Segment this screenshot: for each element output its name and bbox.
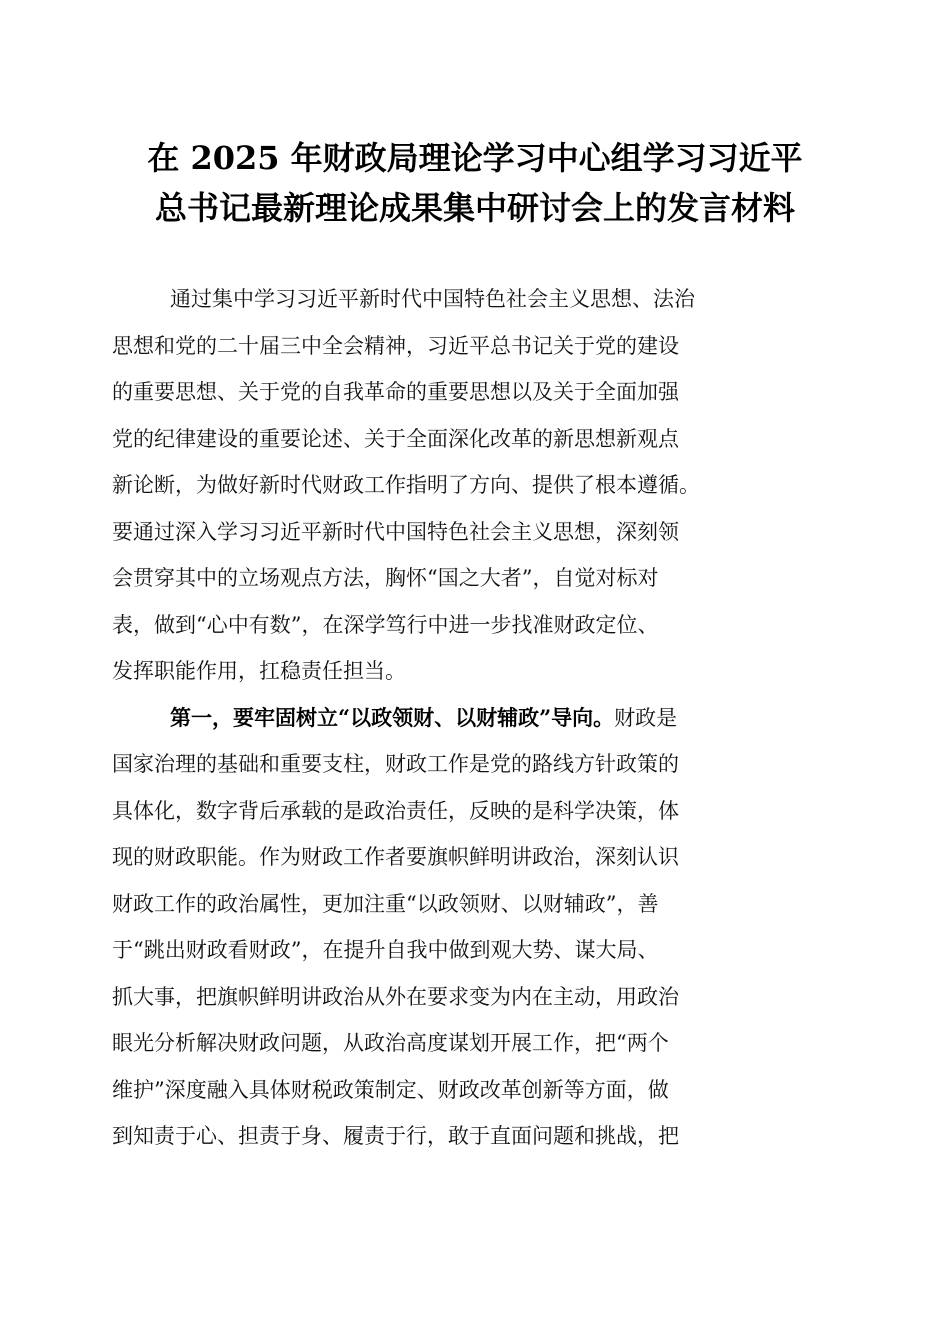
title-line-2: 总书记最新理论成果集中研讨会上的发言材料 xyxy=(154,189,795,227)
paragraph-line: 要通过深入学习习近平新时代中国特色社会主义思想，深刻领 xyxy=(112,519,679,544)
paragraph-line: 通过集中学习习近平新时代中国特色社会主义思想、法治 xyxy=(170,287,695,311)
paragraph-intro xyxy=(112,276,827,695)
document-title xyxy=(100,133,850,233)
heading-line-rest: 财政是 xyxy=(614,705,678,730)
section-heading: 第一，要牢固树立“以政领财、以财辅政”导向。 xyxy=(170,704,615,730)
paragraph-line: 于“跳出财政看财政”，在提升自我中做到观大势、谋大局、 xyxy=(112,938,659,962)
paragraph-line: 国家治理的基础和重要支柱，财政工作是党的路线方针政策的 xyxy=(112,752,679,776)
paragraph-line: 思想和党的二十届三中全会精神，习近平总书记关于党的建设 xyxy=(112,333,679,358)
paragraph-line: 抓大事，把旗帜鲜明讲政治从外在要求变为内在主动，用政治 xyxy=(112,984,679,1009)
paragraph-line: 具体化，数字背后承载的是政治责任，反映的是科学决策，体 xyxy=(112,798,679,823)
paragraph-line: 会贯穿其中的立场观点方法，胸怀“国之大者”，自觉对标对 xyxy=(112,566,659,590)
paragraph-line: 表，做到“心中有数”，在深学笃行中进一步找准财政定位、 xyxy=(112,612,659,637)
paragraph-line: 到知责于心、担责于身、履责于行，敢于直面问题和挑战，把 xyxy=(112,1124,679,1148)
paragraph-line: 新论断，为做好新时代财政工作指明了方向、提供了根本遵循。 xyxy=(112,473,700,497)
paragraph-line: 的重要思想、关于党的自我革命的重要思想以及关于全面加强 xyxy=(112,380,679,404)
paragraph-line: 维护”深度融入具体财税政策制定、财政改革创新等方面，做 xyxy=(112,1077,669,1102)
document-body xyxy=(112,276,827,1160)
paragraph-line: 发挥职能作用，扛稳责任担当。 xyxy=(112,659,406,683)
paragraph-line: 财政工作的政治属性，更加注重“以政领财、以财辅政”，善 xyxy=(112,891,659,916)
title-line-1: 在 2025 年财政局理论学习中心组学习习近平 xyxy=(147,139,803,177)
paragraph-line: 现的财政职能。作为财政工作者要旗帜鲜明讲政治，深刻认识 xyxy=(112,845,679,869)
paragraph-line: 眼光分析解决财政问题，从政治高度谋划开展工作，把“两个 xyxy=(112,1031,669,1055)
paragraph-line: 党的纪律建设的重要论述、关于全面深化改革的新思想新观点 xyxy=(112,426,679,451)
paragraph-first-line xyxy=(112,695,827,742)
paragraph-first-point xyxy=(112,695,827,1160)
